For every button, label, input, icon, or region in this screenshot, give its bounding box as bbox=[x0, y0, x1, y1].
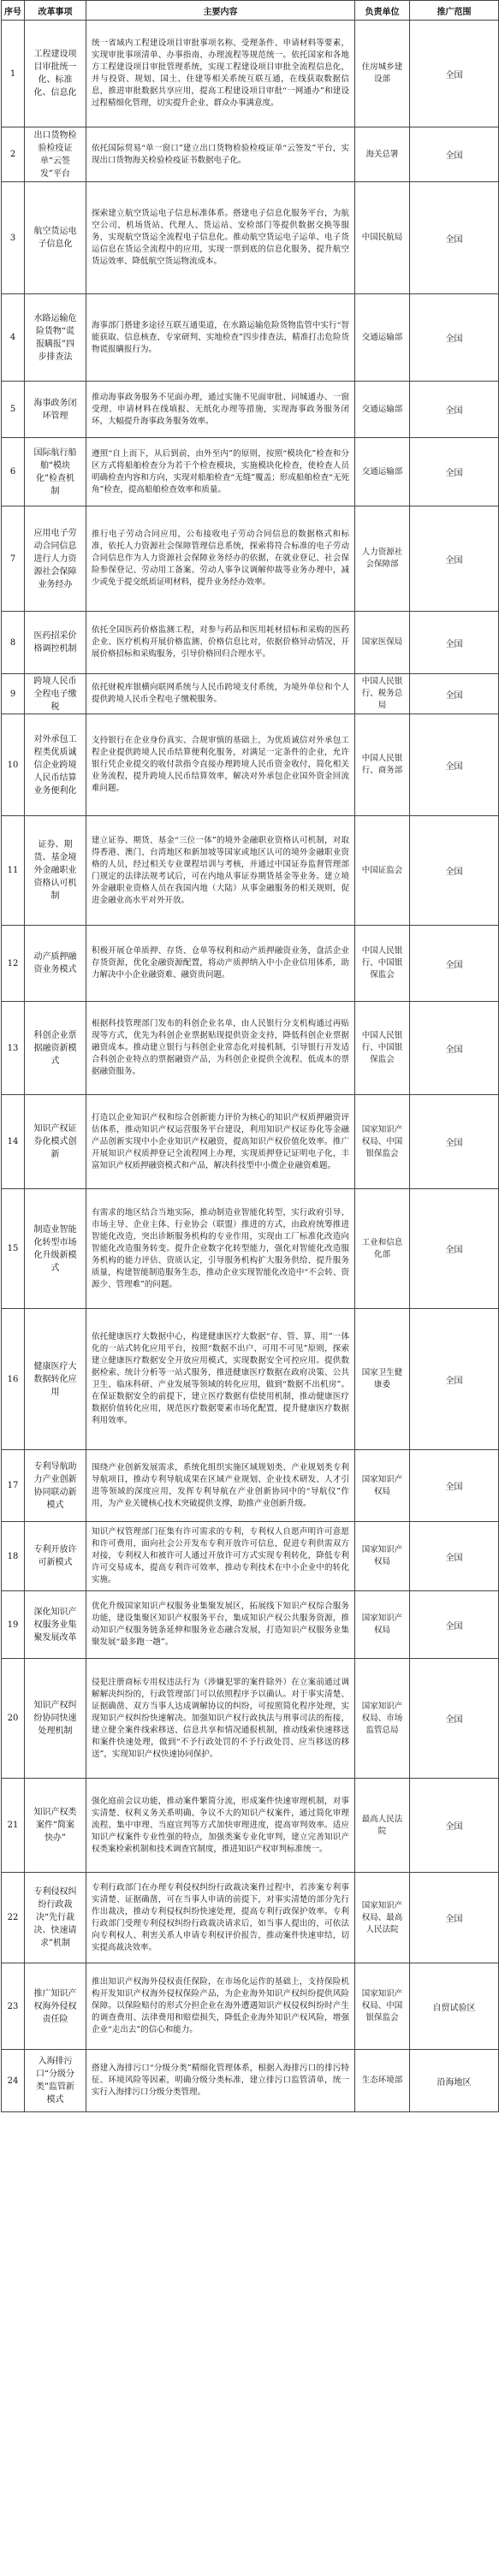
cell-no: 6 bbox=[2, 438, 25, 506]
cell-dept: 交通运输部 bbox=[355, 438, 410, 506]
cell-dept: 中国民航局 bbox=[355, 182, 410, 294]
cell-dept: 国家知识产权局 bbox=[355, 1591, 410, 1659]
cell-scope: 全国 bbox=[410, 1095, 499, 1189]
cell-scope: 全国 bbox=[410, 382, 499, 438]
cell-item: 入海排污口“分级分类”监管新模式 bbox=[25, 2050, 86, 2112]
cell-item: 证券、期货、基金境外金融职业资格认可机制 bbox=[25, 816, 86, 926]
cell-main: 探索建立航空货运电子信息标准体系。搭建电子信息化服务平台，为航空公司、机场货站、代理人、货运站、安检部门等提供数据交换等服务，实现航空货运全流程电子信息化。推动航空货运电子运单、电子货运信息在货运全流程中的应用，实现一票到底的信息化服务，提升航空货运效率、降低航空货运物流成本。 bbox=[86, 182, 355, 294]
table-row bbox=[2, 1659, 499, 1779]
cell-scope: 全国 bbox=[410, 21, 499, 127]
cell-item: 医药招采价格调控机制 bbox=[25, 612, 86, 674]
cell-no: 11 bbox=[2, 816, 25, 926]
cell-item: 应用电子劳动合同信息进行人力资源社会保障业务经办 bbox=[25, 506, 86, 612]
table-row bbox=[2, 21, 499, 127]
cell-main: 推出知识产权海外侵权责任保险，在市场化运作的基础上，支持保险机构开发知识产权海外侵权保险产品，为企业海外知识产权纠纷提供风险保障。以保险赔付的形式分担企业在海外遭遇知识产权侵权纠纷时产生的调查费用、法律费用和赔偿损失，降低企业海外知识产权风险，增强企业“走出去”的信心和能力。 bbox=[86, 1963, 355, 2050]
table-row bbox=[2, 674, 499, 714]
table-row bbox=[2, 1591, 499, 1659]
cell-item: 专利开放许可新模式 bbox=[25, 1522, 86, 1591]
table-row bbox=[2, 382, 499, 438]
cell-main: 遵照“自上而下，从后到前，由外至内”的原则，按照“模块化”检查和分区方式将船舶检查分为若干个检查模块，实施模块化检查，使检查人员明确检查内容和方向，实现对船舶检查“无缝”覆盖；形成船舶检查“无死角”检查，提高船舶检查效率和质量。 bbox=[86, 438, 355, 506]
cell-dept: 中国人民银行、中国银保监会 bbox=[355, 1002, 410, 1095]
cell-scope: 全国 bbox=[410, 1189, 499, 1309]
cell-dept: 中国证监会 bbox=[355, 816, 410, 926]
cell-main: 依托财税库银横向联网系统与人民币跨境支付系统，为境外单位和个人提供跨境人民币全程电子缴税服务。 bbox=[86, 674, 355, 714]
cell-item: 健康医疗大数据转化应用 bbox=[25, 1309, 86, 1450]
cell-no: 1 bbox=[2, 21, 25, 127]
cell-main: 推行电子劳动合同应用，公布接收电子劳动合同信息的数据格式和标准，依托人力资源社会保障管理信息系统，探索将符合标准的电子劳动合同信息作为人力资源社会保障业务经办的依据，在就业登记、社会保险参保登记、劳动用工备案、劳动人事争议调解仲裁等业务办理中，减少或免于提交纸质证明材料，提升业务经办效率。 bbox=[86, 506, 355, 612]
cell-no: 10 bbox=[2, 714, 25, 816]
cell-main: 强化庭前会议功能，推动案件繁简分流，形成案件快速审理机制，对事实清楚、权利义务关系明确、争议不大的知识产权案件，通过简化审理流程、集中审理、当庭宣判等方式加快审理进度，提高审判效率。适应知识产权案件专业性强的特点，加强类案专业化审判，建立完善知识产权类案检索机制和技术调查官制度，推进知识产权审判标准统一。 bbox=[86, 1779, 355, 1873]
cell-dept: 交通运输部 bbox=[355, 382, 410, 438]
cell-no: 7 bbox=[2, 506, 25, 612]
table-row bbox=[2, 438, 499, 506]
cell-scope: 沿海地区 bbox=[410, 2050, 499, 2112]
cell-scope: 全国 bbox=[410, 1450, 499, 1522]
cell-scope: 全国 bbox=[410, 926, 499, 1002]
table-row bbox=[2, 1779, 499, 1873]
cell-scope: 全国 bbox=[410, 182, 499, 294]
cell-main: 打造以企业知识产权和综合创新能力评价为核心的知识产权质押融资评估体系，推动知识产权运营服务平台建设，利用知识产权证券化等金融产品创新实现中小企业知识产权融资，提高知识产权价值化效率。推广开展知识产权质押登记全流程网上办理，实现质押登记证明电子化，丰富知识产权质押融资模式和产品，解决科技型中小微企业融资难题。 bbox=[86, 1095, 355, 1189]
cell-main: 优化升级国家知识产权服务业集聚发展区，拓展线下知识产权综合服务功能，建设集聚区知识产权服务平台，集成知识产权公共服务资源，推动知识产权服务链条延伸和服务业态融合发展，打造知识产权服务业集聚发展“最多跑一趟”。 bbox=[86, 1591, 355, 1659]
cell-item: 国际航行船舶“模块化”检查机制 bbox=[25, 438, 86, 506]
cell-main: 侵犯注册商标专用权违法行为（涉嫌犯罪的案件除外）在立案前通过调解解决纠纷的，行政管理部门可以依照程序予以确认。对于事实清楚、证据确凿、双方当事人达成调解协议的纠纷，可按照简化程序处理，实现知识产权纠纷快速解决。加强知识产权行政执法与刑事司法的衔接，建立健全案件线索移送、信息共享和情况通报机制，推动线索快速移送和案件快速处理，做到“不予行政处罚的不予行政处罚、应当移送的移送”，实现知识产权快速协同保护。 bbox=[86, 1659, 355, 1779]
table-row bbox=[2, 612, 499, 674]
cell-dept: 国家医保局 bbox=[355, 612, 410, 674]
cell-main: 有需求的地区结合当地实际，推动制造业智能化转型，实行政府引导、市场主导、企业主体、行业协会（联盟）推进的方式，由政府统筹推进智能化改造，突出诊断服务机构的专业作用，实现由工厂标准化改造向智能化改造服务转变。提升企业数字化转型能力，强化对智能化改造服务机构的能力评估、资质认定，引导服务机构扩大服务供给、提升服务质量，构建智能制造服务生态，推动企业实现智能化改造中“不会转、资源少、管理难”的问题。 bbox=[86, 1189, 355, 1309]
header-row bbox=[2, 1, 499, 21]
cell-main: 海事部门搭建多途径互联互通渠道，在水路运输危险货物监管中实行“智能获取、信息核查、专家研判、实地检查”四步排查法，精准打击危险货物谎报瞒报行为。 bbox=[86, 294, 355, 382]
cell-item: 专利侵权纠纷行政裁决“先行裁决、快速请求”机制 bbox=[25, 1873, 86, 1963]
cell-item: 知识产权类案件“简案快办” bbox=[25, 1779, 86, 1873]
cell-main: 围绕产业创新发展需求，系统化组织实施区域规划类、产业规划类专利导航项目，推动专利导航成果在区域产业规划、企业技术研发、人才引进等领域的深度应用，发挥专利导航在产业创新协同中的“导航仪”作用，为产业关键核心技术突破提供支撑，助推产业创新升级。 bbox=[86, 1450, 355, 1522]
header-scope: 推广范围 bbox=[410, 1, 499, 21]
table-row bbox=[2, 1450, 499, 1522]
table-row bbox=[2, 127, 499, 182]
cell-dept: 住房城乡建设部 bbox=[355, 21, 410, 127]
cell-main: 依托健康医疗大数据中心，构建健康医疗大数据“存、管、算、用”一体化的一站式转化应用平台，按照“数据不出户、可用不可见”原则，探索建立健康医疗数据安全开放应用模式，实现数据安全可控应用。提供数据检索、统计分析等一站式服务，推进健康医疗数据在政府决策、公共卫生、临床科研、产业发展等领域的转化应用，做到“数据不出机房”。在保证数据安全的前提下，建立医疗数据有偿使用机制，推动健康医疗数据价值转化应用，规范医疗数据要素市场化配置，提升健康医疗数据利用效率。 bbox=[86, 1309, 355, 1450]
cell-dept: 国家知识产权局、中国银保监会 bbox=[355, 1963, 410, 2050]
cell-main: 根据科技管理部门发布的科创企业名单，由人民银行分支机构通过再贴现等方式，优先为科创企业票据贴现提供资金支持，降低科创企业票据融资成本。推动建立银行与科创企业常态化对接机制，引导银行开发适合科创企业特点的票据融资产品，为科创企业提供全流程、低成本的票据融资服务。 bbox=[86, 1002, 355, 1095]
table-row bbox=[2, 1095, 499, 1189]
cell-dept: 国家知识产权局、市场监管总局 bbox=[355, 1659, 410, 1779]
cell-dept: 国家知识产权局 bbox=[355, 1522, 410, 1591]
header-main: 主要内容 bbox=[86, 1, 355, 21]
cell-item: 海事政务闭环管理 bbox=[25, 382, 86, 438]
cell-scope: 自贸试验区 bbox=[410, 1963, 499, 2050]
cell-scope: 全国 bbox=[410, 816, 499, 926]
cell-main: 知识产权管理部门征集有许可需求的专利，专利权人自愿声明许可意愿和许可费用，面向社会公开发布专利开放许可信息，促进专利供需双方对接，专利权人和被许可人通过开放许可方式实现专利转化，降低专利许可交易成本，提高专利许可效率，推动专利技术在中小企业中的转化实施。 bbox=[86, 1522, 355, 1591]
cell-scope: 全国 bbox=[410, 127, 499, 182]
cell-dept: 中国人民银行、中国银保监会 bbox=[355, 926, 410, 1002]
cell-item: 工程建设项目审批统一化、标准化、信息化 bbox=[25, 21, 86, 127]
cell-item: 知识产权证券化模式创新 bbox=[25, 1095, 86, 1189]
cell-item: 科创企业票据融资新模式 bbox=[25, 1002, 86, 1095]
cell-main: 建立证券、期货、基金“三位一体”的境外金融职业资格认可机制，对取得香港、澳门、台湾地区和新加坡等国家或地区认可的境外金融职业资格的人员，经过相关专业课程培训与考核，并通过中国证券监督管理部门规定的法律法规考试后，可在内地从事证券期货基金等业务。建立境外金融职业资格人员在我国内地（大陆）从事金融服务的相关规则，促进金融业高水平对外开放。 bbox=[86, 816, 355, 926]
cell-no: 8 bbox=[2, 612, 25, 674]
cell-item: 航空货运电子信息化 bbox=[25, 182, 86, 294]
table-row bbox=[2, 2050, 499, 2112]
cell-no: 24 bbox=[2, 2050, 25, 2112]
cell-scope: 全国 bbox=[410, 674, 499, 714]
cell-item: 知识产权纠纷协同快速处理机制 bbox=[25, 1659, 86, 1779]
table-row bbox=[2, 1002, 499, 1095]
cell-main: 统一省域内工程建设项目审批事项名称、受理条件、申请材料等要素，实现审批事项清单、办事指南、办理流程等规范统一。依托国家和各地方工程建设项目审批管理系统，实现工程建设项目审批全流程信息化，并与投资、规划、国土、住建等相关系统互联互通，在线获取数据信息，推进审批数据共享应用，提高工程建设项目审批“一网通办”和建设过程精细化管理，切实提升企业、群众办事满意度。 bbox=[86, 21, 355, 127]
table-row bbox=[2, 1189, 499, 1309]
cell-no: 5 bbox=[2, 382, 25, 438]
cell-dept: 中国人民银行、税务总局 bbox=[355, 674, 410, 714]
cell-dept: 中国人民银行、商务部 bbox=[355, 714, 410, 816]
cell-main: 支持银行在企业身份真实、合规审慎的基础上，为优质诚信对外承包工程企业提供跨境人民币结算便利化服务，对满足一定条件的企业，允许银行凭企业提交的收付款指令直接办理跨境人民币资金收付，简化相关业务流程，提升跨境人民币结算效率，解决对外承包企业国外资金回流难问题。 bbox=[86, 714, 355, 816]
cell-item: 出口货物检验检疫证单“云签发”平台 bbox=[25, 127, 86, 182]
cell-scope: 全国 bbox=[410, 1002, 499, 1095]
table-row bbox=[2, 1522, 499, 1591]
cell-no: 15 bbox=[2, 1189, 25, 1309]
cell-no: 23 bbox=[2, 1963, 25, 2050]
cell-no: 21 bbox=[2, 1779, 25, 1873]
cell-main: 依托全国医药价格监测工程，对参与药品和医用耗材招标和采购的医药企业、医疗机构开展价格监测、价格信息比对，依据价格异动情况，开展价格招标和采购服务，引导价格回归合理水平。 bbox=[86, 612, 355, 674]
cell-no: 3 bbox=[2, 182, 25, 294]
cell-dept: 交通运输部 bbox=[355, 294, 410, 382]
cell-scope: 全国 bbox=[410, 714, 499, 816]
cell-scope: 全国 bbox=[410, 506, 499, 612]
table-row bbox=[2, 1309, 499, 1450]
cell-no: 22 bbox=[2, 1873, 25, 1963]
cell-item: 动产质押融资业务模式 bbox=[25, 926, 86, 1002]
cell-no: 17 bbox=[2, 1450, 25, 1522]
cell-scope: 全国 bbox=[410, 294, 499, 382]
cell-dept: 国家卫生健康委 bbox=[355, 1309, 410, 1450]
cell-dept: 工业和信息化部 bbox=[355, 1189, 410, 1309]
cell-dept: 人力资源社会保障部 bbox=[355, 506, 410, 612]
cell-dept: 国家知识产权局 bbox=[355, 1450, 410, 1522]
cell-scope: 全国 bbox=[410, 1779, 499, 1873]
cell-no: 12 bbox=[2, 926, 25, 1002]
cell-scope: 全国 bbox=[410, 1522, 499, 1591]
header-no: 序号 bbox=[2, 1, 25, 21]
cell-no: 4 bbox=[2, 294, 25, 382]
header-dept: 负责单位 bbox=[355, 1, 410, 21]
cell-dept: 海关总署 bbox=[355, 127, 410, 182]
table-row bbox=[2, 182, 499, 294]
cell-no: 13 bbox=[2, 1002, 25, 1095]
cell-scope: 全国 bbox=[410, 1659, 499, 1779]
cell-dept: 国家知识产权局、中国银保监会 bbox=[355, 1095, 410, 1189]
table-row bbox=[2, 926, 499, 1002]
cell-no: 20 bbox=[2, 1659, 25, 1779]
cell-item: 深化知识产权服务业集聚发展改革 bbox=[25, 1591, 86, 1659]
cell-no: 18 bbox=[2, 1522, 25, 1591]
table-row bbox=[2, 816, 499, 926]
cell-main: 积极开展仓单质押、存货、仓单等权利和动产质押融资业务，盘活企业存货资源，优化金融资源配置，将动产质押纳入中小企业信用体系，助力解决中小企业融资难、融资贵问题。 bbox=[86, 926, 355, 1002]
cell-item: 推广知识产权海外侵权责任险 bbox=[25, 1963, 86, 2050]
cell-no: 9 bbox=[2, 674, 25, 714]
cell-no: 2 bbox=[2, 127, 25, 182]
cell-item: 对外承包工程类优质诚信企业跨境人民币结算业务便利化 bbox=[25, 714, 86, 816]
cell-dept: 生态环境部 bbox=[355, 2050, 410, 2112]
cell-scope: 全国 bbox=[410, 612, 499, 674]
cell-no: 14 bbox=[2, 1095, 25, 1189]
cell-item: 专利导航助力产业创新协同联动新模式 bbox=[25, 1450, 86, 1522]
cell-no: 19 bbox=[2, 1591, 25, 1659]
cell-dept: 最高人民法院 bbox=[355, 1779, 410, 1873]
cell-scope: 全国 bbox=[410, 1309, 499, 1450]
cell-scope: 全国 bbox=[410, 438, 499, 506]
cell-item: 水路运输危险货物“谎报瞒报”四步排查法 bbox=[25, 294, 86, 382]
cell-scope: 全国 bbox=[410, 1591, 499, 1659]
table-row bbox=[2, 294, 499, 382]
cell-dept: 国家知识产权局、最高人民法院 bbox=[355, 1873, 410, 1963]
table-body bbox=[2, 21, 499, 2112]
cell-main: 依托国际贸易“单一窗口”建立出口货物检验检疫证单“云签发”平台，实现出口货物海关检验检疫证书数据电子化。 bbox=[86, 127, 355, 182]
table-row bbox=[2, 1963, 499, 2050]
header-item: 改革事项 bbox=[25, 1, 86, 21]
cell-main: 搭建入海排污口“分级分类”精细化管理体系，根据入海排污口的排污特征、环境风险等因素，明确分级分类标准，建立排污口监管清单，统一实行入海排污口分级分类管理。 bbox=[86, 2050, 355, 2112]
cell-scope: 全国 bbox=[410, 1873, 499, 1963]
table-row bbox=[2, 1873, 499, 1963]
reform-table bbox=[1, 0, 499, 2112]
cell-item: 制造业智能化转型市场化升级新模式 bbox=[25, 1189, 86, 1309]
table-row bbox=[2, 714, 499, 816]
cell-item: 跨境人民币全程电子缴税 bbox=[25, 674, 86, 714]
table-row bbox=[2, 506, 499, 612]
cell-main: 推动海事政务服务不见面办理，通过实施不见面审批、同城通办、一窗受理、申请材料在线填报、无纸化办理等措施，实现海事政务服务闭环，大幅提升海事政务服务效率。 bbox=[86, 382, 355, 438]
cell-no: 16 bbox=[2, 1309, 25, 1450]
cell-main: 专利行政部门在办理专利侵权纠纷行政裁决案件过程中，若涉案专利事实清楚、证据确凿，可在当事人申请的前提下，对事实清楚的部分先行作出裁决，推动专利侵权纠纷快速处理，提高专利行政保护效率。专利行政部门受理专利侵权纠纷行政裁决请求后，如当事人提出的，可依法向专利权人、利害关系人申请专利权评价报告，推动案件快速审结，切实提高裁决效率。 bbox=[86, 1873, 355, 1963]
